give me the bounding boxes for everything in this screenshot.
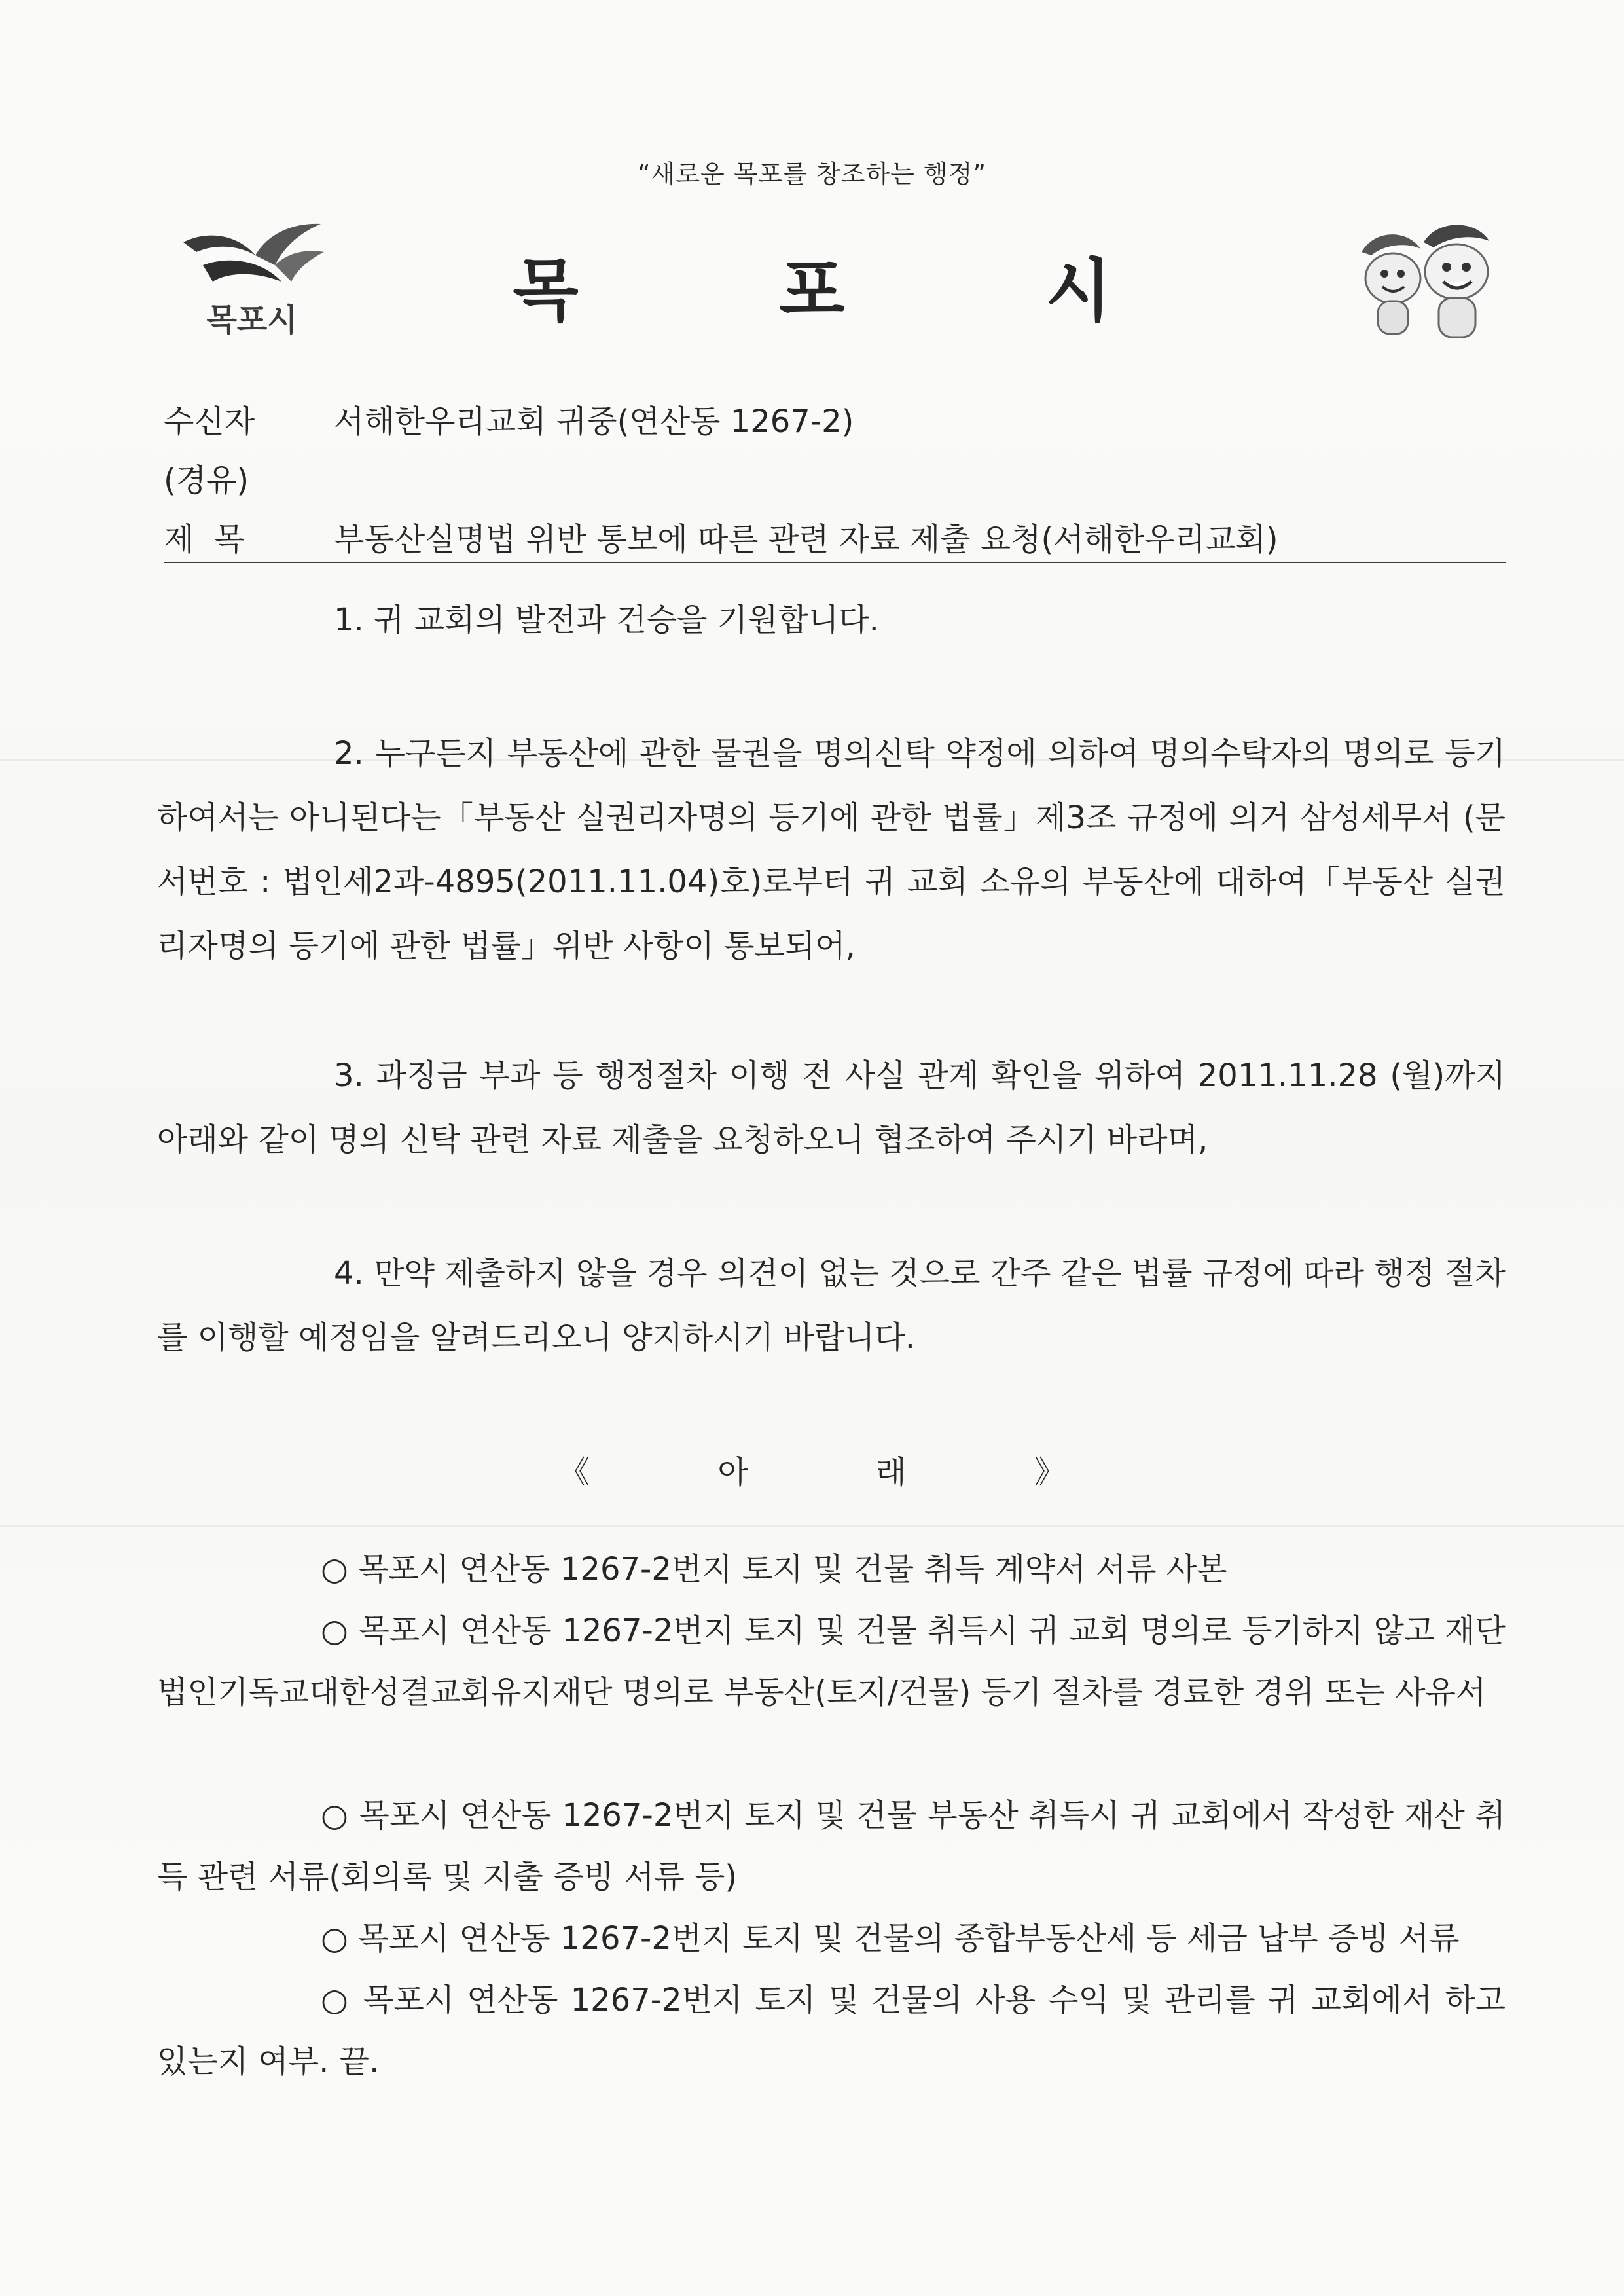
list-item: ○ 목포시 연산동 1267-2번지 토지 및 건물 취득 계약서 서류 사본 — [321, 1551, 1227, 1588]
header-divider — [164, 562, 1506, 563]
recipient-row — [164, 396, 854, 441]
via-row — [164, 455, 334, 500]
list-item: ○ 목포시 연산동 1267-2번지 토지 및 건물 부동산 취득시 귀 교회에서 작성한 재산 취득 관련 서류(회의록 및 지출 증빙 서류 등) — [157, 1797, 1506, 1895]
via-label: (경유) — [164, 462, 249, 499]
notice-heading: 《 아 래 》 — [558, 1454, 1066, 1491]
paper-fold — [0, 1525, 1624, 1527]
mascot-icon — [1348, 216, 1499, 347]
organization-title: 목 포 시 — [513, 251, 1200, 331]
slogan: “새로운 목포를 창조하는 행정” — [637, 160, 987, 189]
subject-value: 부동산실명법 위반 통보에 따른 관련 자료 제출 요청(서해한우리교회) — [334, 521, 1278, 558]
subject-row — [164, 514, 1278, 559]
logo-text: 목포시 — [206, 302, 298, 338]
paragraph-4: 4. 만약 제출하지 않을 경우 의견이 없는 것으로 간주 같은 법률 규정에 따라 행정 절차를 이행할 예정임을 알려드리오니 양지하시기 바랍니다. — [157, 1255, 1506, 1356]
mascot-image — [1348, 216, 1499, 347]
list-item: ○ 목포시 연산동 1267-2번지 토지 및 건물의 사용 수익 및 관리를 귀 교회에서 하고 있는지 여부. 끝. — [157, 1982, 1506, 2080]
list-item: ○ 목포시 연산동 1267-2번지 토지 및 건물 취득시 귀 교회 명의로 등기하지 않고 재단법인기독교대한성결교회유지재단 명의로 부동산(토지/건물) 등기 절차를 경료한 경위 또는 사유서 — [157, 1613, 1506, 1711]
paragraph-2: 2. 누구든지 부동산에 관한 물권을 명의신탁 약정에 의하여 명의수탁자의 명의로 등기하여서는 아니된다는「부동산 실권리자명의 등기에 관한 법률」제3조 규정에 의거 삼성세무서 (문서번호 : 법인세2과-4895(2011.11.04)호)로부터 귀 교회 소유의 부동산에 대하여「부동산 실권리자명의 등기에 관한 법률」위반 사항이 통보되어, — [157, 735, 1506, 964]
list-item: ○ 목포시 연산동 1267-2번지 토지 및 건물의 종합부동산세 등 세금 납부 증빙 서류 — [321, 1920, 1460, 1957]
recipient-value: 서해한우리교회 귀중(연산동 1267-2) — [334, 403, 854, 440]
paragraph-3: 3. 과징금 부과 등 행정절차 이행 전 사실 관계 확인을 위하여 2011.11.28 (월)까지 아래와 같이 명의 신탁 관련 자료 제출을 요청하오니 협조하여 주시기 바라며, — [157, 1057, 1506, 1158]
subject-label: 제 목 — [164, 521, 245, 558]
recipient-label: 수신자 — [164, 403, 255, 440]
paragraph-1: 1. 귀 교회의 발전과 건승을 기원합니다. — [334, 602, 879, 638]
